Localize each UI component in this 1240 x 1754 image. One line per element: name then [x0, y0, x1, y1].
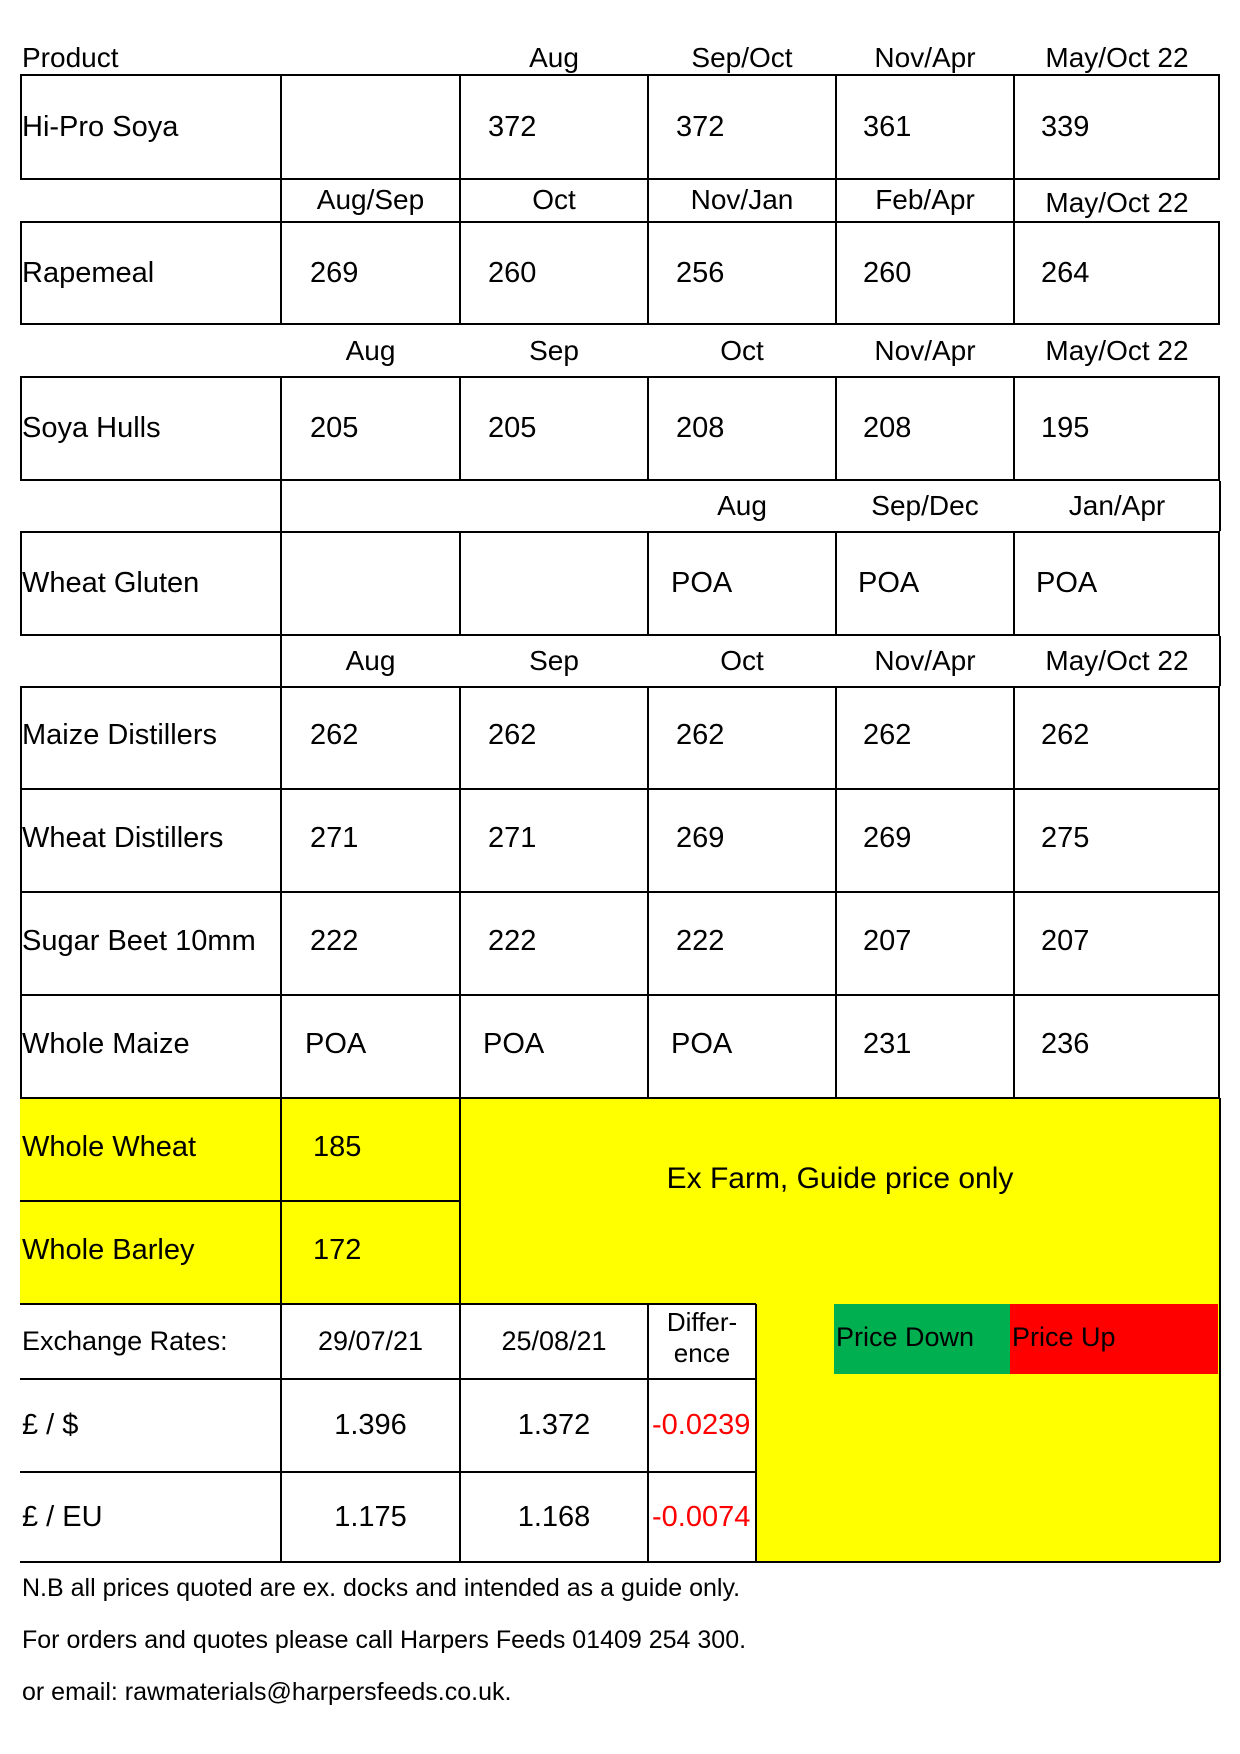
eur-difference: -0.0074: [652, 1501, 751, 1533]
maize-distillers-value-4: 262: [863, 719, 912, 751]
group-month-1: Aug: [345, 645, 396, 676]
soyahulls-value-4: 208: [863, 412, 912, 444]
soyahulls-month-5: May/Oct 22: [1045, 335, 1189, 366]
gluten-month-3: Aug: [717, 490, 767, 521]
maize-distillers-value-3: 262: [676, 719, 725, 751]
hipro-value-4: 361: [863, 111, 912, 143]
eur-rate-2: 1.168: [517, 1501, 591, 1533]
price-up-label: Price Up: [1012, 1322, 1116, 1352]
exchange-date-2: 25/08/21: [501, 1326, 607, 1356]
whole-maize-value-2: POA: [483, 1028, 545, 1060]
wheat-distillers-value-3: 269: [676, 822, 725, 854]
hipro-month-3: Sep/Oct: [691, 42, 793, 73]
sugar-beet-value-1: 222: [310, 925, 359, 957]
usd-rate-1: 1.396: [334, 1409, 407, 1441]
footer-line-2: For orders and quotes please call Harpers Feeds 01409 254 300.: [22, 1626, 747, 1654]
rapemeal-value-4: 260: [863, 257, 912, 289]
wheat-distillers-name: Wheat Distillers: [22, 822, 224, 854]
maize-distillers-value-1: 262: [310, 719, 359, 751]
rapemeal-value-3: 256: [676, 257, 725, 289]
sugar-beet-value-5: 207: [1041, 925, 1090, 957]
hipro-month-2: Aug: [529, 42, 579, 73]
rapemeal-value-5: 264: [1041, 257, 1090, 289]
soyahulls-name: Soya Hulls: [22, 412, 161, 444]
hipro-month-4: Nov/Apr: [874, 42, 976, 73]
group-month-2: Sep: [529, 645, 579, 676]
sugar-beet-value-4: 207: [863, 925, 912, 957]
whole-wheat-value: 185: [313, 1131, 362, 1163]
gluten-value-3: POA: [671, 567, 733, 599]
sugar-beet-name: Sugar Beet 10mm: [22, 925, 256, 957]
rapemeal-month-3: Nov/Jan: [690, 184, 794, 215]
maize-distillers-value-5: 262: [1041, 719, 1090, 751]
price-down-legend: [834, 1304, 1010, 1374]
maize-distillers-value-2: 262: [488, 719, 537, 751]
usd-pair: £ / $: [22, 1409, 79, 1441]
whole-maize-value-4: 231: [863, 1028, 912, 1060]
soyahulls-value-1: 205: [310, 412, 359, 444]
rapemeal-box: [20, 221, 1220, 325]
wheat-distillers-value-2: 271: [488, 822, 537, 854]
rapemeal-month-1: Aug/Sep: [316, 184, 425, 215]
hipro-value-5: 339: [1041, 111, 1090, 143]
whole-barley-name: Whole Barley: [22, 1234, 195, 1266]
soyahulls-month-2: Sep: [529, 335, 579, 366]
soyahulls-value-2: 205: [488, 412, 537, 444]
gluten-value-5: POA: [1036, 567, 1098, 599]
gluten-value-4: POA: [858, 567, 920, 599]
difference-header-line2: ence: [673, 1338, 731, 1368]
group-month-4: Nov/Apr: [874, 645, 976, 676]
eur-rate-1: 1.175: [334, 1501, 407, 1533]
hipro-value-3: 372: [676, 111, 725, 143]
rapemeal-month-2: Oct: [532, 184, 576, 215]
soyahulls-month-1: Aug: [345, 335, 396, 366]
wheat-distillers-value-4: 269: [863, 822, 912, 854]
footer-line-3: or email: rawmaterials@harpersfeeds.co.uk.: [22, 1678, 512, 1706]
whole-maize-value-1: POA: [305, 1028, 367, 1060]
gluten-name: Wheat Gluten: [22, 567, 200, 599]
gluten-month-4: Sep/Dec: [871, 490, 979, 521]
rapemeal-value-2: 260: [488, 257, 537, 289]
wheat-distillers-value-5: 275: [1041, 822, 1090, 854]
exchange-label: Exchange Rates:: [22, 1326, 228, 1356]
soyahulls-month-4: Nov/Apr: [874, 335, 976, 366]
rapemeal-month-4: Feb/Apr: [875, 184, 975, 215]
rapemeal-name: Rapemeal: [22, 257, 155, 289]
whole-maize-name: Whole Maize: [22, 1028, 190, 1060]
rapemeal-month-5: May/Oct 22: [1045, 187, 1189, 218]
whole-maize-value-5: 236: [1041, 1028, 1090, 1060]
footer-line-1: N.B all prices quoted are ex. docks and intended as a guide only.: [22, 1574, 741, 1602]
eur-pair: £ / EU: [22, 1501, 103, 1533]
soyahulls-value-5: 195: [1041, 412, 1090, 444]
gluten-month-5: Jan/Apr: [1068, 490, 1166, 521]
difference-header-line1: Differ-: [666, 1307, 738, 1337]
whole-wheat-name: Whole Wheat: [22, 1131, 197, 1163]
soyahulls-value-3: 208: [676, 412, 725, 444]
whole-maize-value-3: POA: [671, 1028, 733, 1060]
usd-rate-2: 1.372: [517, 1409, 591, 1441]
soyahulls-month-3: Oct: [720, 335, 764, 366]
sugar-beet-value-2: 222: [488, 925, 537, 957]
sugar-beet-value-3: 222: [676, 925, 725, 957]
exchange-date-1: 29/07/21: [317, 1326, 424, 1356]
whole-barley-value: 172: [313, 1234, 362, 1266]
hipro-month-5: May/Oct 22: [1045, 42, 1189, 73]
maize-distillers-name: Maize Distillers: [22, 719, 217, 751]
rapemeal-value-1: 269: [310, 257, 359, 289]
hipro-name: Hi-Pro Soya: [22, 111, 179, 143]
ex-farm-note: Ex Farm, Guide price only: [666, 1162, 1014, 1195]
soyahulls-box: [20, 376, 1220, 481]
price-down-label: Price Down: [836, 1322, 975, 1352]
usd-difference: -0.0239: [652, 1409, 751, 1441]
group-month-3: Oct: [720, 645, 764, 676]
group-month-5: May/Oct 22: [1045, 645, 1189, 676]
price-up-legend: [1010, 1304, 1218, 1374]
products-header: Product: [22, 42, 119, 73]
hipro-value-2: 372: [488, 111, 537, 143]
wheat-distillers-value-1: 271: [310, 822, 359, 854]
